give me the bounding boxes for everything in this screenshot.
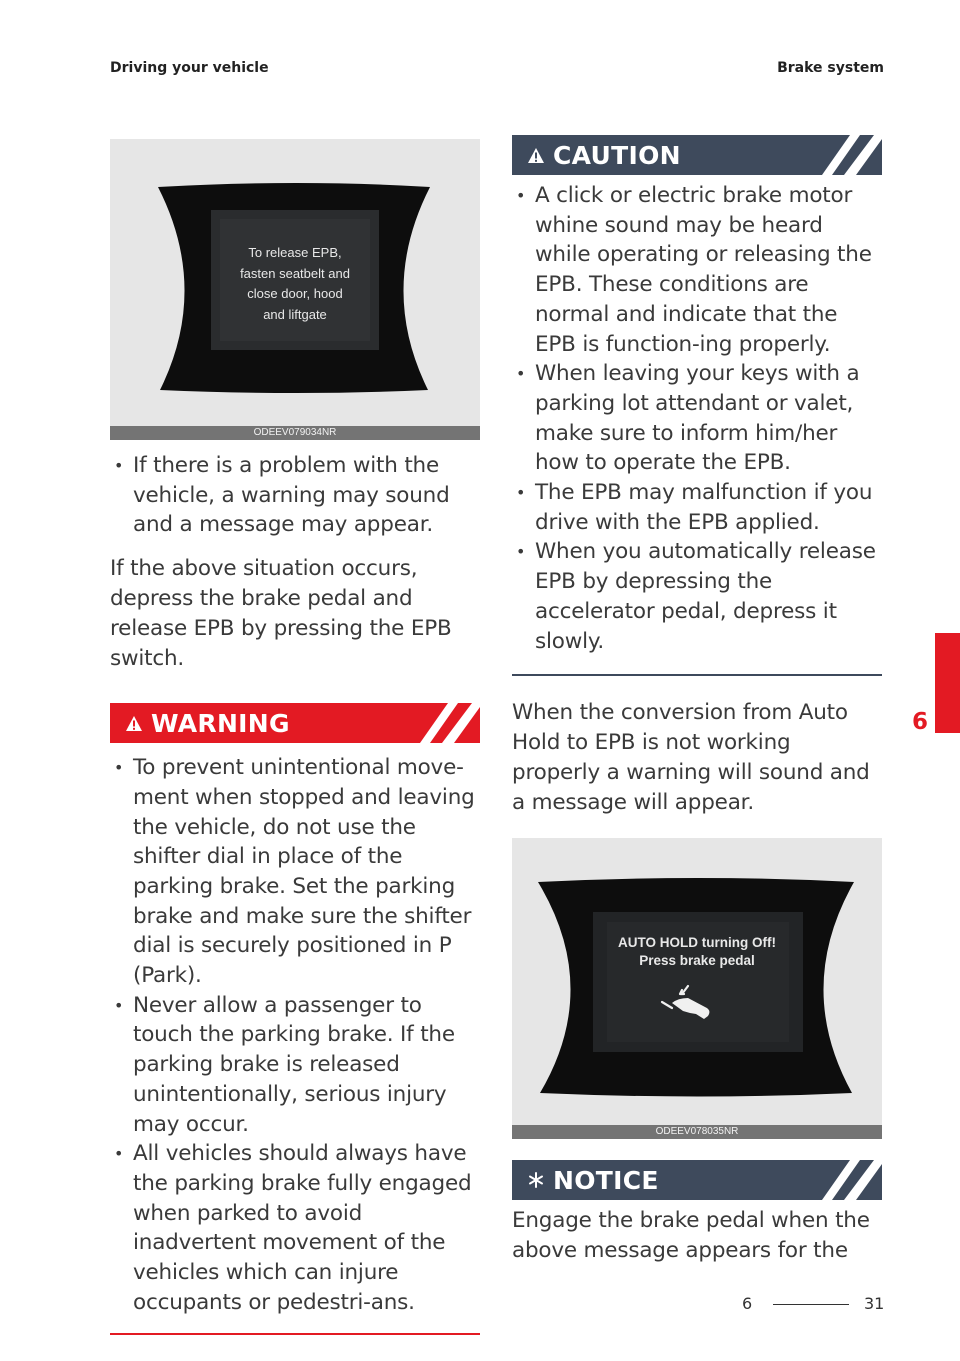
list-item: • A click or electric brake motor whine sound may be heard while operating or releasing the EPB. These conditions are normal and indicate that the EPB is function-ing properly. — [512, 181, 882, 359]
notice-label: NOTICE — [553, 1165, 659, 1195]
footer-page-number: 31 — [864, 1294, 885, 1313]
warning-triangle-icon — [527, 147, 545, 164]
stripes-decoration — [420, 703, 480, 743]
warning-list — [110, 753, 480, 1317]
warning-triangle-icon — [125, 715, 143, 732]
list-item: • When you automatically release EPB by depressing the accelerator pedal, depress it slowly. — [512, 537, 882, 656]
list-item: • To prevent unintentional move-ment when stopped and leaving the vehicle, do not use the shifter dial in place of the parking brake. Set the parking brake and make sure the shifter dial is securely positioned in P (Park). — [110, 753, 480, 991]
display-message: To release EPB, fasten seatbelt and close door, hood and liftgate — [240, 245, 350, 323]
left-column — [110, 139, 480, 1335]
cluster-display-image — [512, 838, 882, 1125]
problem-bullet-list — [110, 451, 480, 540]
running-header-topic: Brake system — [777, 60, 884, 76]
right-column — [512, 135, 882, 1266]
warning-banner — [110, 703, 480, 743]
epb-message-figure — [110, 139, 480, 440]
footer-chapter-number: 6 — [742, 1294, 753, 1313]
figure-code: ODEEV078035NR — [512, 1125, 882, 1139]
warning-label: WARNING — [151, 708, 290, 738]
list-item: • The EPB may malfunction if you drive with the EPB applied. — [512, 478, 882, 537]
auto-hold-message-figure — [512, 838, 882, 1139]
display-message: AUTO HOLD turning Off! Press brake pedal — [618, 935, 776, 969]
footer-divider — [773, 1304, 849, 1305]
figure-code: ODEEV079034NR — [110, 426, 480, 440]
list-item: • When leaving your keys with a parking lot attendant or valet, make sure to inform him/her how to operate the EPB. — [512, 359, 882, 478]
notice-banner — [512, 1160, 882, 1200]
caution-end-rule — [512, 674, 882, 676]
caution-banner — [512, 135, 882, 175]
warning-end-rule — [110, 1333, 480, 1335]
chapter-tab-number: 6 — [912, 709, 929, 735]
chapter-tab — [935, 633, 960, 733]
body-paragraph: If the above situation occurs, depress the brake pedal and release EPB by pressing the EPB switch. — [110, 556, 452, 672]
caution-list — [512, 181, 882, 656]
stripes-decoration — [822, 1160, 882, 1200]
notice-text: Engage the brake pedal when the above message appears for the — [512, 1208, 870, 1264]
asterisk-icon — [527, 1171, 545, 1189]
list-item: • If there is a problem with the vehicle, a warning may sound and a message may appear. — [110, 451, 480, 540]
caution-label: CAUTION — [553, 140, 681, 170]
running-header-section: Driving your vehicle — [110, 60, 269, 76]
body-paragraph: When the conversion from Auto Hold to EPB is not working properly a warning will sound and a message will appear. — [512, 700, 870, 816]
list-item: • All vehicles should always have the parking brake fully engaged when parked to avoid inadvertent movement of the vehicles which can injure occupants or pedestri-ans. — [110, 1139, 480, 1317]
stripes-decoration — [822, 135, 882, 175]
list-item: • Never allow a passenger to touch the parking brake. If the parking brake is released unintentionally, serious injury may occur. — [110, 991, 480, 1140]
